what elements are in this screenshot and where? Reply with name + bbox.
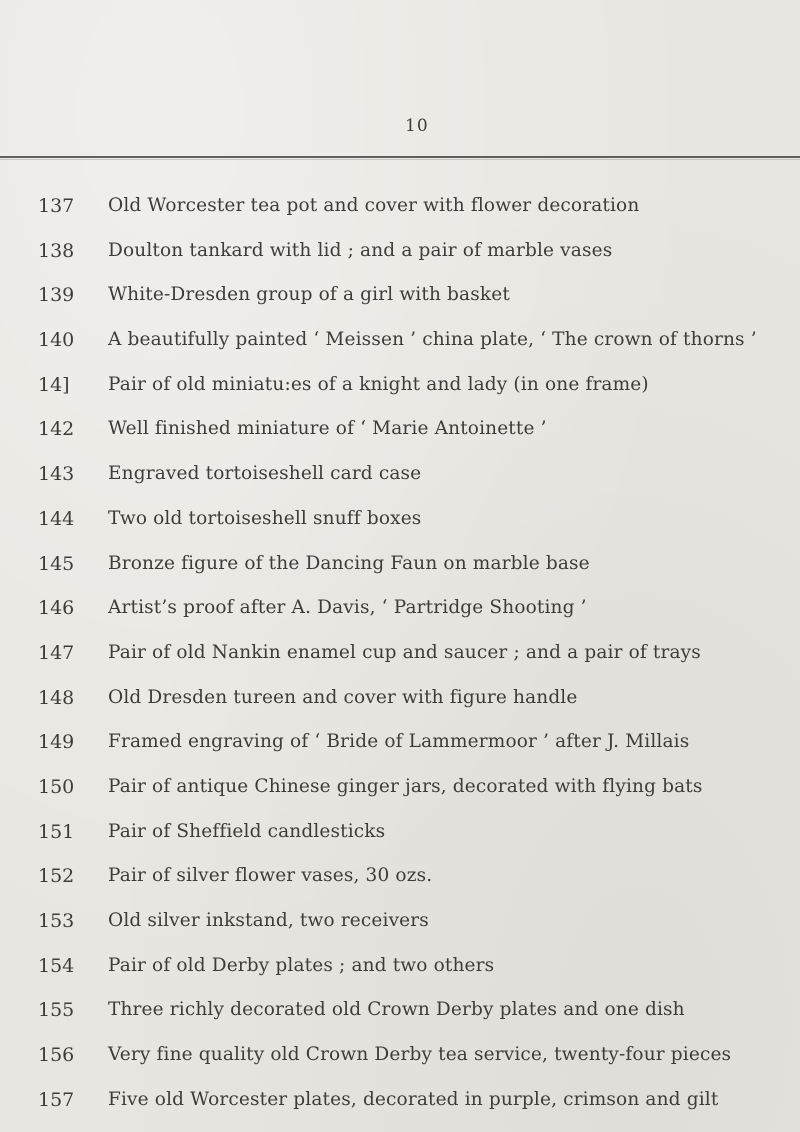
lot-number: 154 (38, 954, 75, 977)
lot-description: Very fine quality old Crown Derby tea service, twenty-four pieces (108, 1044, 732, 1066)
lot-item (0, 641, 800, 686)
header-rule (0, 156, 800, 158)
lot-number: 153 (38, 910, 75, 932)
lot-number: 155 (38, 999, 75, 1022)
lot-item (0, 417, 800, 462)
lot-item (0, 462, 800, 507)
lot-item (0, 864, 800, 909)
lot-item (0, 507, 800, 552)
lot-description: A beautifully painted ‘ Meissen ’ china plate, ‘ The crown of thorns ’ (108, 329, 757, 351)
lot-description: Five old Worcester plates, decorated in purple, crimson and gilt (108, 1088, 719, 1110)
lot-number: 148 (38, 686, 75, 709)
lot-list (0, 194, 800, 1132)
lot-item (0, 909, 800, 954)
lot-description: Pair of old Nankin enamel cup and saucer ; and a pair of trays (108, 641, 701, 663)
lot-item (0, 775, 800, 820)
lot-item (0, 239, 800, 284)
lot-description: Pair of silver flower vases, 30 ozs. (108, 865, 433, 887)
lot-item (0, 328, 800, 373)
lot-number: 157 (38, 1088, 75, 1111)
lot-number: 150 (38, 775, 75, 798)
lot-description: White-Dresden group of a girl with basket (108, 284, 510, 306)
lot-description: Pair of Sheffield candlesticks (108, 820, 386, 842)
lot-description: Old Worcester tea pot and cover with flower decoration (108, 195, 640, 216)
lot-description: Pair of old Derby plates ; and two others (108, 954, 495, 976)
lot-description: Bronze figure of the Dancing Faun on marble base (108, 552, 590, 574)
lot-item (0, 820, 800, 865)
lot-description: Framed engraving of ‘ Bride of Lammermoor ’ after J. Millais (108, 731, 690, 753)
lot-item (0, 1043, 800, 1088)
lot-description: Engraved tortoiseshell card case (108, 463, 422, 485)
lot-number: 152 (38, 865, 75, 888)
lot-description: Pair of old miniatu:es of a knight and lady (in one frame) (108, 373, 649, 395)
lot-item (0, 283, 800, 328)
lot-item (0, 373, 800, 418)
lot-number: 144 (38, 507, 75, 530)
lot-item (0, 552, 800, 597)
lot-description: Artist’s proof after A. Davis, ‘ Partridge Shooting ’ (108, 597, 587, 619)
lot-description: Two old tortoiseshell snuff boxes (108, 507, 422, 529)
lot-number: 156 (38, 1044, 75, 1067)
lot-item (0, 998, 800, 1043)
lot-item (0, 954, 800, 999)
lot-number: 137 (38, 195, 75, 217)
lot-item (0, 730, 800, 775)
lot-number: 149 (38, 731, 75, 754)
lot-number: 147 (38, 641, 75, 664)
lot-description: Pair of antique Chinese ginger jars, decorated with flying bats (108, 775, 703, 797)
lot-number: 145 (38, 552, 75, 575)
lot-number: 151 (38, 820, 75, 843)
lot-number: 139 (38, 284, 75, 307)
lot-item (0, 194, 800, 239)
page-number: 10 (405, 116, 429, 136)
lot-description: Well finished miniature of ‘ Marie Antoinette ’ (108, 418, 547, 440)
lot-item (0, 1088, 800, 1132)
lot-number: 143 (38, 463, 75, 486)
lot-description: Doulton tankard with lid ; and a pair of marble vases (108, 239, 613, 261)
lot-number: 146 (38, 597, 75, 620)
lot-item (0, 686, 800, 731)
lot-item (0, 596, 800, 641)
lot-description: Three richly decorated old Crown Derby plates and one dish (108, 999, 685, 1021)
lot-number: 138 (38, 239, 75, 262)
lot-description: Old silver inkstand, two receivers (108, 910, 429, 931)
lot-number: 142 (38, 418, 75, 441)
lot-description: Old Dresden tureen and cover with figure handle (108, 686, 578, 708)
lot-number: 14] (38, 373, 70, 396)
lot-number: 140 (38, 329, 75, 352)
